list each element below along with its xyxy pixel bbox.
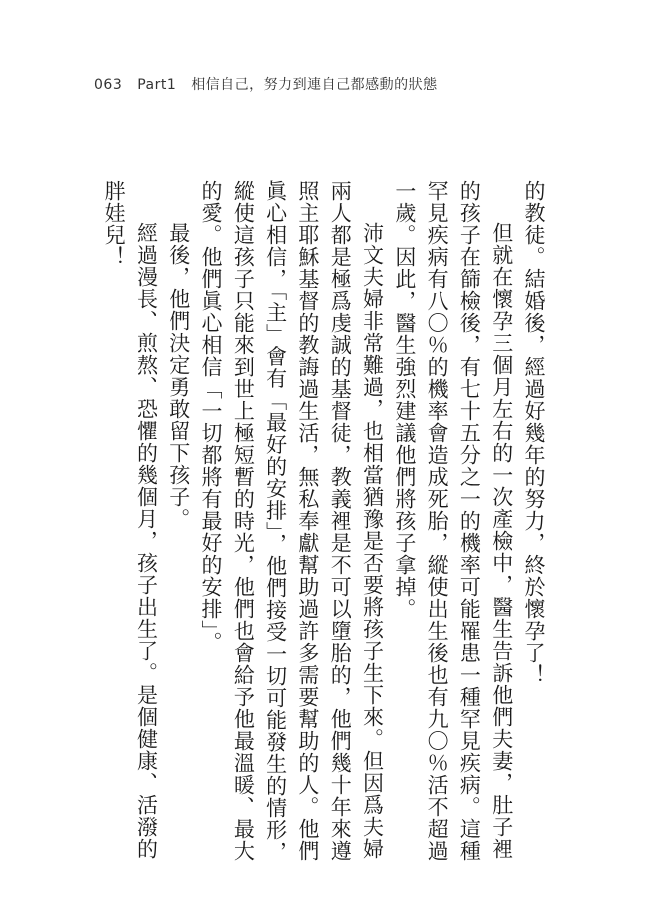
page-header [94,74,438,94]
paragraph-2: 但就在懷孕三個月左右的一次產檢中，醫生告訴他們夫妻，肚子裡的孩子在篩檢後，有七十五分之一的機率可能罹患一種罕見疾病。這種罕見疾病有八〇％的機率會造成死胎，縱使出生後也有九〇％活不超過一歲。因此，醫生強烈建議他們將孩子拿掉。 [392,180,514,862]
paragraph-4: 最後，他們決定勇敢留下孩子。 [166,222,191,530]
paragraph-1: 的教徒。結婚後，經過好幾年的努力，終於懷孕了！ [522,180,546,686]
part-label: Part1 [137,77,177,93]
paragraph-5: 經過漫長、煎熬、恐懼的幾個月，孩子出生了。是個健康、活潑的胖娃兒！ [102,180,159,860]
body-text [98,180,550,870]
paragraph-3: 沛文夫婦非常難過，也相當猶豫是否要將孩子生下來。但因爲夫婦兩人都是極爲虔誠的基督徒，教義裡是不可以墮胎的，他們幾十年來遵照主耶穌基督的教誨過生活，無私奉獻幫助過許多需要幫助的人。他們眞心相信，「主」會有「最好的安排」，他們接受一切可能發生的情形，縱使這孩子只能來到世上極短暫的時光，他們也會給予他最溫暖、最大的愛。他們眞心相信「一切都將有最好的安排」。 [199,180,385,863]
page-number: 063 [94,77,123,93]
chapter-title: 相信自己，努力到連自己都感動的狀態 [191,77,438,93]
